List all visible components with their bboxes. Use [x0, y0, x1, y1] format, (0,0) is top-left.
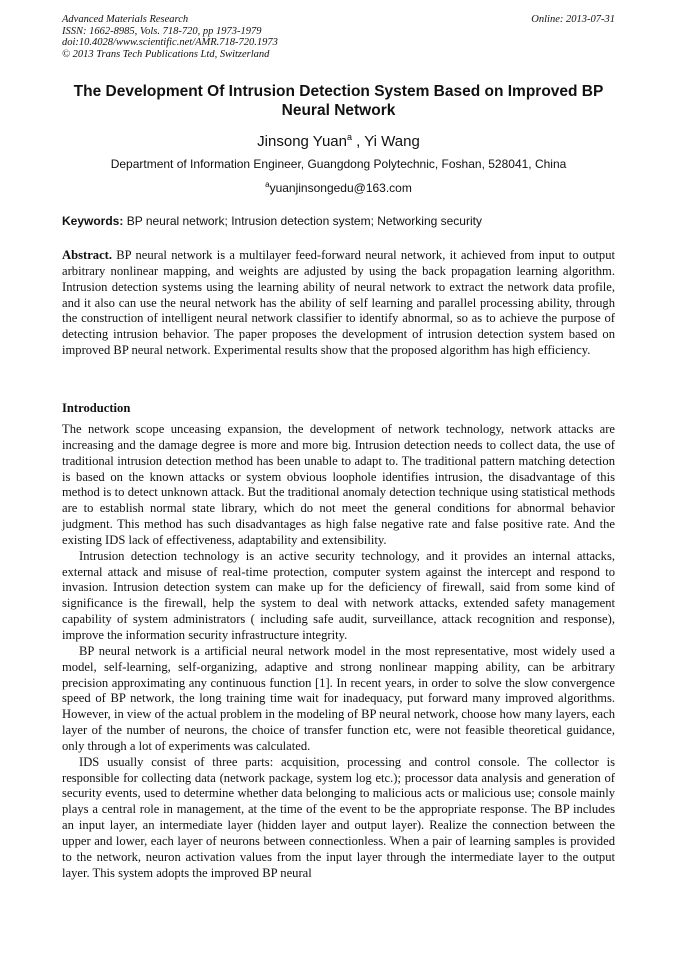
abstract	[62, 248, 615, 359]
author-affil-marker: a	[346, 132, 352, 142]
author-list	[62, 128, 615, 151]
journal-header	[62, 14, 615, 60]
keywords-label: Keywords:	[62, 214, 124, 228]
copyright-line: © 2013 Trans Tech Publications Ltd, Switzerland	[62, 48, 270, 60]
paragraph: Intrusion detection technology is an active security technology, and it provides an internal attacks, external attack and misuse of real-time protection, computer system against the intercept and respond to invasion. Intrusion detection system can make up for the deficiency of firewall, said from some kind of significance is the firewall, help the system to deal with network attacks, extended safety management capability of system administrators ( including safe audit, surveillance, attack recognition and response), improve the information security infrastructure integrity.	[62, 548, 615, 642]
paper-title: The Development Of Intrusion Detection System Based on Improved BP Neural Network	[73, 83, 604, 119]
introduction-body	[62, 422, 615, 881]
affiliation: Department of Information Engineer, Guangdong Polytechnic, Foshan, 528041, China	[110, 157, 567, 171]
keywords-text: BP neural network; Intrusion detection system; Networking security	[123, 214, 482, 228]
paragraph: The network scope unceasing expansion, the development of network technology, network attacks are increasing and the damage degree is more and more big. Intrusion detection needs to collect data, the use of traditional intrusion detection method has been unable to adapt to. The traditional pattern matching detection is based on the known attacks or system obvious loophole identifies intrusion, the disadvantage of this method is to detect unknown attack. But the traditional anomaly detection technique using statistical methods are to establish normal state library, which do not meet the general conditions for abnormal behavior judgment. This method has such disadvantages as high false negative rate and false positive rate. And the existing IDS lack of effectiveness, adaptability and extensibility.	[62, 422, 615, 547]
online-date: Online: 2013-07-31	[531, 14, 615, 25]
email-address: yuanjinsongedu@163.com	[269, 181, 412, 195]
author-email	[62, 177, 615, 196]
journal-name: Advanced Materials Research	[62, 14, 189, 25]
abstract-label: Abstract.	[62, 248, 113, 262]
keywords	[62, 214, 615, 229]
abstract-text: BP neural network is a multilayer feed-forward neural network, it achieved from input to output arbitrary nonlinear mapping, and weights are adjusted by using the back propagation learning algorithm. Intrusion detection systems using the learning ability of neural network to extract the network data profile, and it also can use the neural network has the ability of self learning and parallel processing ability, through the construction of intelligent neural network classifier to identify abnormal, so as to achieve the purpose of detecting intrusion behavior. The paper proposes the development of intrusion detection system based on improved BP neural network. Experimental results show that the proposed algorithm has high efficiency.	[62, 248, 615, 358]
doi-line: doi:10.4028/www.scientific.net/AMR.718-720.1973	[62, 37, 278, 48]
email-marker: a	[265, 180, 270, 189]
paragraph: IDS usually consist of three parts: acquisition, processing and control console. The collector is responsible for collecting data (network package, system log etc.); processor data analysis and generation of security events, used to determine whether data belonging to malicious acts or malicious use; console mainly plays a central role in management, at the time of the event to be the appropriate response. The BP includes an input layer, an intermediate layer (hidden layer and output layer). Realize the connection between the upper and lower, each layer of neurons between connectionless. When a pair of learning samples is provided to the network, neuron activation values from the input layer through the intermediate layer to the output layer. This system adopts the improved BP neural	[62, 754, 615, 880]
paragraph: BP neural network is a artificial neural network model in the most representative, most widely used a model, self-learning, self-organizing, adaptive and strong nonlinear mapping ability, can be arbitrary precision approximating any continuous function [1]. In recent years, in order to solve the slow convergence speed of BP network, the long training time wait for inadequacy, put forward many improved algorithms. However, in view of the actual problem in the modeling of BP neural network, choose how many layers, each layer of the number of neurons, the choice of transfer function etc, were not feasible theoretical guidance, only through a lot of experiments was calculated.	[62, 643, 615, 753]
section-heading-introduction: Introduction	[62, 401, 131, 415]
author-name: Yi Wang	[364, 133, 420, 150]
author-name: Jinsong Yuan	[257, 133, 347, 150]
author-separator: ,	[352, 133, 365, 150]
issn-line: ISSN: 1662-8985, Vols. 718-720, pp 1973-1979	[62, 25, 262, 37]
